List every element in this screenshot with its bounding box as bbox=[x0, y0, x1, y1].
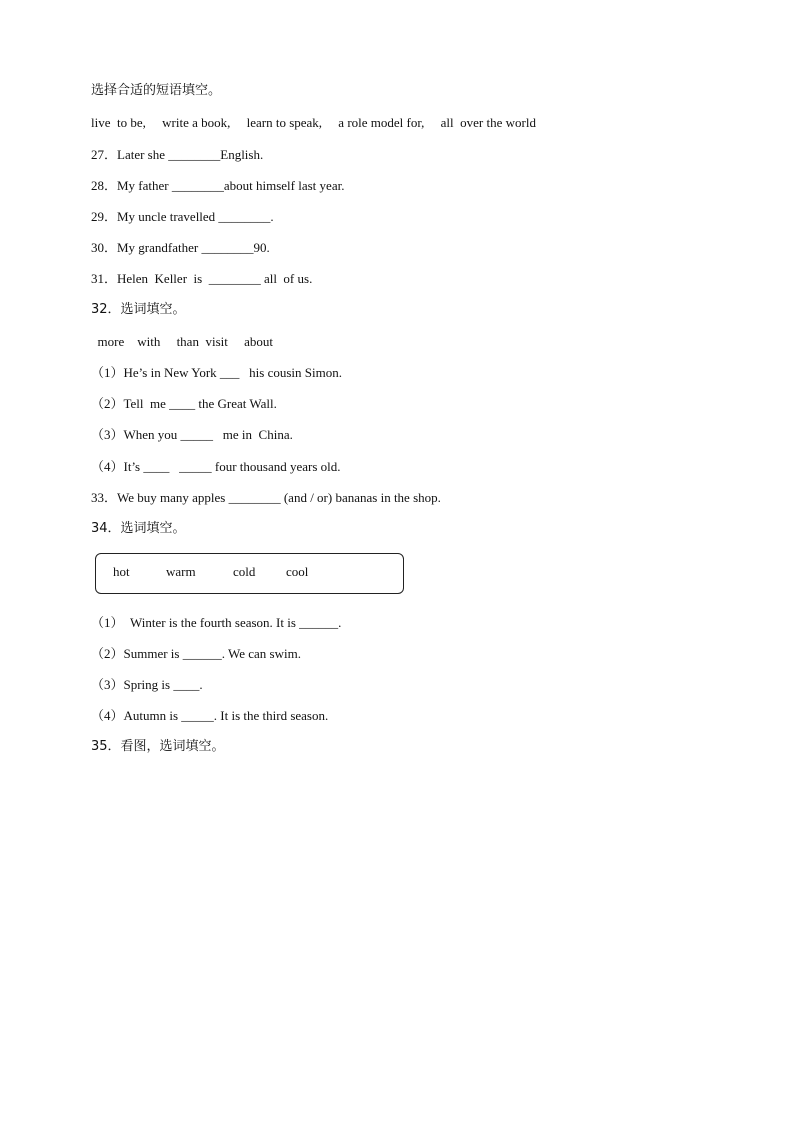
question-31: 31．Helen Keller is ________ all of us. bbox=[91, 271, 313, 286]
question-32-title: 32．选词填空。 bbox=[91, 302, 186, 317]
word-box-34 bbox=[95, 553, 404, 594]
word-warm: warm bbox=[166, 564, 196, 579]
question-32-3: （3）When you _____ me in China. bbox=[91, 427, 293, 442]
question-27: 27．Later she ________English. bbox=[91, 147, 264, 162]
question-34-4: （4）Autumn is _____. It is the third season. bbox=[91, 708, 329, 723]
question-30: 30．My grandfather ________90. bbox=[91, 240, 270, 255]
question-34-1: （1） Winter is the fourth season. It is ______. bbox=[91, 615, 342, 630]
word-hot: hot bbox=[113, 564, 130, 579]
question-32-4: （4）It’s ____ _____ four thousand years old. bbox=[91, 459, 341, 474]
word-bank-32: more with than visit about bbox=[91, 334, 273, 349]
question-35-title: 35．看图，选词填空。 bbox=[91, 739, 225, 754]
question-32-1: （1）He’s in New York ___ his cousin Simon. bbox=[91, 365, 342, 380]
question-32-2: （2）Tell me ____ the Great Wall. bbox=[91, 396, 277, 411]
phrase-bank: live to be, write a book, learn to speak, a role model for, all over the world bbox=[91, 115, 536, 130]
question-33: 33．We buy many apples ________ (and / or) bananas in the shop. bbox=[91, 490, 441, 505]
section-instruction: 选择合适的短语填空。 bbox=[91, 83, 222, 98]
question-29: 29．My uncle travelled ________. bbox=[91, 209, 274, 224]
word-cold: cold bbox=[233, 564, 256, 579]
question-34-title: 34．选词填空。 bbox=[91, 521, 186, 536]
question-34-3: （3）Spring is ____. bbox=[91, 677, 203, 692]
question-34-2: （2）Summer is ______. We can swim. bbox=[91, 646, 301, 661]
word-cool: cool bbox=[286, 564, 309, 579]
question-28: 28．My father ________about himself last year. bbox=[91, 178, 345, 193]
